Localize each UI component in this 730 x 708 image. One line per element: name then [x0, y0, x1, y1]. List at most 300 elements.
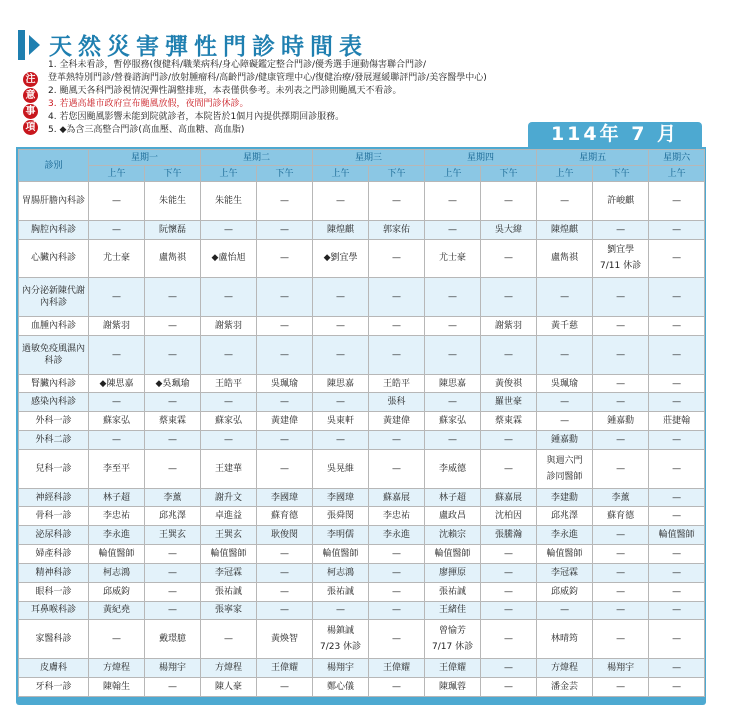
doctor-cell: —: [649, 335, 705, 374]
dept-cell: 骨科一診: [19, 507, 89, 526]
table-row: [19, 563, 705, 582]
doctor-cell: —: [257, 563, 313, 582]
title-bar-mark: [18, 30, 25, 60]
doctor-cell: 吳大緯: [481, 220, 537, 239]
doctor-cell: —: [145, 393, 201, 412]
session-header: 上午: [537, 166, 593, 182]
doctor-cell: 鍾嘉勳: [593, 412, 649, 431]
doctor-cell: ◆劉宜學: [313, 239, 369, 278]
doctor-cell: —: [257, 677, 313, 696]
table-row: [19, 620, 705, 659]
table-row: [19, 412, 705, 431]
table-row: [19, 335, 705, 374]
doctor-cell: 陳思嘉: [425, 374, 481, 393]
doctor-cell: —: [481, 182, 537, 221]
doctor-cell: 鄭心儀: [313, 677, 369, 696]
doctor-cell: —: [593, 374, 649, 393]
dept-cell: 外科二診: [19, 431, 89, 450]
doctor-cell: —: [481, 335, 537, 374]
doctor-cell: —: [481, 449, 537, 488]
doctor-cell: [593, 239, 649, 278]
note-line: 3. 若遇高雄市政府宣布颱風放假，夜間門診休診。: [48, 99, 249, 109]
doctor-cell: —: [537, 393, 593, 412]
doctor-cell: [425, 620, 481, 659]
doctor-cell: —: [593, 563, 649, 582]
doctor-cell: —: [481, 620, 537, 659]
table-row: [19, 582, 705, 601]
doctor-cell: 李忠祐: [89, 507, 145, 526]
table-row: [19, 393, 705, 412]
doctor-cell: 陳煌麒: [313, 220, 369, 239]
doctor-cell: —: [257, 601, 313, 620]
doctor-cell: —: [257, 182, 313, 221]
doctor-cell: —: [89, 182, 145, 221]
doctor-cell: —: [481, 601, 537, 620]
dept-cell: 過敏免疫風濕內科診: [19, 335, 89, 374]
doctor-cell: 耿俊閔: [257, 526, 313, 545]
session-header: 下午: [145, 166, 201, 182]
dept-cell: 牙科一診: [19, 677, 89, 696]
table-row: [19, 449, 705, 488]
doctor-cell: 張祐誠: [425, 582, 481, 601]
note-line: 2. 颱風天各科門診視情況彈性調整排班，本表僅供參考。未列表之門診則颱風天不看診。: [48, 86, 402, 96]
doctor-cell: 方煒程: [89, 659, 145, 678]
doctor-cell: 尤士豪: [89, 239, 145, 278]
doctor-cell-line: 7/11 休診: [600, 261, 642, 272]
dept-cell: 皮膚科: [19, 659, 89, 678]
doctor-cell: —: [537, 601, 593, 620]
doctor-cell: —: [313, 393, 369, 412]
doctor-cell: 黃千慈: [537, 317, 593, 336]
doctor-cell: —: [649, 239, 705, 278]
doctor-cell: 李明儒: [313, 526, 369, 545]
doctor-cell: —: [537, 412, 593, 431]
doctor-cell: 郭家佑: [369, 220, 425, 239]
table-row: [19, 601, 705, 620]
doctor-cell: 方煒程: [537, 659, 593, 678]
sessions-header-row: [19, 166, 705, 182]
doctor-cell: —: [593, 601, 649, 620]
doctor-cell: —: [145, 563, 201, 582]
table-row: [19, 220, 705, 239]
table-row: [19, 526, 705, 545]
doctor-cell: 輪值醫師: [537, 545, 593, 564]
table-row: [19, 545, 705, 564]
dept-cell: 耳鼻喉科診: [19, 601, 89, 620]
doctor-cell: —: [425, 278, 481, 317]
doctor-cell: 阮懷磊: [145, 220, 201, 239]
doctor-cell: —: [593, 620, 649, 659]
session-header: 上午: [649, 166, 705, 182]
doctor-cell: 李冠霖: [537, 563, 593, 582]
doctor-cell: —: [89, 220, 145, 239]
doctor-cell: 張祐誠: [201, 582, 257, 601]
dept-cell: 胃腸肝膽內科診: [19, 182, 89, 221]
doctor-cell: 吳東軒: [313, 412, 369, 431]
session-header: 上午: [89, 166, 145, 182]
doctor-cell: —: [425, 220, 481, 239]
doctor-cell: 王偉耀: [425, 659, 481, 678]
doctor-cell: —: [369, 239, 425, 278]
doctor-cell: 沈柏因: [481, 507, 537, 526]
doctor-cell: 輪值醫師: [649, 526, 705, 545]
doctor-cell: —: [89, 431, 145, 450]
dept-cell: 外科一診: [19, 412, 89, 431]
table-row: [19, 317, 705, 336]
doctor-cell: —: [649, 393, 705, 412]
doctor-cell: —: [425, 393, 481, 412]
days-header-row: [19, 150, 705, 166]
note-line: 1. 全科未看診，暫停服務(復健科/職業病科/身心障礙鑑定整合門診/優秀選手運動傷害聯合門診/: [48, 60, 427, 70]
doctor-cell: —: [313, 335, 369, 374]
month-banner: 114年 7 月: [528, 122, 702, 147]
doctor-cell: —: [369, 582, 425, 601]
doctor-cell: 蘇育德: [593, 507, 649, 526]
dept-header: 診別: [19, 150, 89, 182]
doctor-cell: —: [313, 278, 369, 317]
session-header: 上午: [425, 166, 481, 182]
doctor-cell: 黃紀堯: [89, 601, 145, 620]
dept-cell: 眼科一診: [19, 582, 89, 601]
doctor-cell: —: [201, 393, 257, 412]
doctor-cell: 柯志鴻: [89, 563, 145, 582]
table-row: [19, 507, 705, 526]
doctor-cell: —: [145, 601, 201, 620]
doctor-cell: 黃煥智: [257, 620, 313, 659]
doctor-cell: 陳思嘉: [313, 374, 369, 393]
doctor-cell-line: 與週六門: [546, 455, 583, 466]
doctor-cell: 王皓平: [201, 374, 257, 393]
doctor-cell: —: [649, 582, 705, 601]
doctor-cell: —: [649, 220, 705, 239]
title-arrow-icon: [29, 35, 40, 55]
note-line: 5. ◆為含三高整合門診(高血壓、高血糖、高血脂): [48, 125, 245, 135]
doctor-cell: —: [537, 335, 593, 374]
doctor-cell: 李建勳: [537, 488, 593, 507]
doctor-cell: —: [481, 582, 537, 601]
doctor-cell: 吳珮瑜: [257, 374, 313, 393]
table-row: [19, 659, 705, 678]
session-header: 上午: [313, 166, 369, 182]
doctor-cell: 林子超: [89, 488, 145, 507]
doctor-cell: 輪值醫師: [89, 545, 145, 564]
doctor-cell: —: [257, 335, 313, 374]
doctor-cell: —: [145, 317, 201, 336]
doctor-cell-line: 劉宜學: [607, 245, 635, 256]
doctor-cell: —: [257, 449, 313, 488]
doctor-cell: —: [89, 620, 145, 659]
session-header: 下午: [593, 166, 649, 182]
doctor-cell: 朱能生: [145, 182, 201, 221]
doctor-cell: —: [649, 545, 705, 564]
doctor-cell: —: [257, 431, 313, 450]
doctor-cell: 輪值醫師: [425, 545, 481, 564]
doctor-cell: 盧雋祺: [145, 239, 201, 278]
day-header: 星期五: [537, 150, 649, 166]
doctor-cell: 李永進: [89, 526, 145, 545]
doctor-cell: —: [649, 449, 705, 488]
doctor-cell: 邱兆澤: [145, 507, 201, 526]
doctor-cell: —: [257, 393, 313, 412]
doctor-cell: 尤士豪: [425, 239, 481, 278]
table-row: [19, 239, 705, 278]
dept-cell: 血腫內科診: [19, 317, 89, 336]
doctor-cell: 蘇家弘: [89, 412, 145, 431]
doctor-cell: —: [201, 278, 257, 317]
table-row: [19, 488, 705, 507]
doctor-cell: —: [593, 431, 649, 450]
doctor-cell: —: [369, 545, 425, 564]
doctor-cell: —: [481, 659, 537, 678]
doctor-cell: —: [425, 317, 481, 336]
doctor-cell: 張科: [369, 393, 425, 412]
doctor-cell: —: [649, 601, 705, 620]
doctor-cell: 陳翰生: [89, 677, 145, 696]
doctor-cell: 楊翔宇: [145, 659, 201, 678]
doctor-cell: 廖揮原: [425, 563, 481, 582]
table-row: [19, 677, 705, 696]
notes-label: [23, 72, 39, 136]
doctor-cell: —: [369, 563, 425, 582]
dept-cell: 內分泌新陳代謝內科診: [19, 278, 89, 317]
doctor-cell: —: [145, 677, 201, 696]
doctor-cell: —: [257, 317, 313, 336]
doctor-cell: 王巽玄: [145, 526, 201, 545]
doctor-cell: 卓進益: [201, 507, 257, 526]
notes-label-char: 意: [23, 88, 38, 103]
doctor-cell: 潘金芸: [537, 677, 593, 696]
doctor-cell: —: [145, 335, 201, 374]
notes-label-char: 項: [23, 120, 38, 135]
doctor-cell: —: [649, 507, 705, 526]
doctor-cell: —: [537, 278, 593, 317]
day-header: 星期二: [201, 150, 313, 166]
doctor-cell: 蔡東霖: [481, 412, 537, 431]
doctor-cell: —: [649, 431, 705, 450]
table-row: [19, 278, 705, 317]
doctor-cell: —: [369, 449, 425, 488]
doctor-cell: —: [201, 620, 257, 659]
doctor-cell: 張舜閔: [313, 507, 369, 526]
doctor-cell: 張騰瀚: [481, 526, 537, 545]
dept-cell: 感染內科診: [19, 393, 89, 412]
schedule-frame-bottom: [16, 699, 706, 705]
doctor-cell: —: [481, 677, 537, 696]
doctor-cell: —: [369, 677, 425, 696]
doctor-cell: —: [145, 582, 201, 601]
doctor-cell: —: [89, 393, 145, 412]
doctor-cell: 鍾嘉勳: [537, 431, 593, 450]
doctor-cell: 黃俊祺: [481, 374, 537, 393]
doctor-cell: 戴璟臆: [145, 620, 201, 659]
doctor-cell: —: [257, 239, 313, 278]
doctor-cell: —: [593, 526, 649, 545]
doctor-cell-line: 曾愉芳: [439, 626, 467, 637]
doctor-cell: —: [649, 317, 705, 336]
doctor-cell: [313, 620, 369, 659]
session-header: 下午: [369, 166, 425, 182]
doctor-cell: 蘇嘉展: [481, 488, 537, 507]
doctor-cell-line: 7/23 休診: [319, 642, 362, 653]
doctor-cell: —: [593, 317, 649, 336]
doctor-cell-line: 診同醫師: [546, 471, 583, 482]
doctor-cell: 謝升文: [201, 488, 257, 507]
day-header: 星期六: [649, 150, 705, 166]
doctor-cell: 蘇嘉展: [369, 488, 425, 507]
dept-cell: 心臟內科診: [19, 239, 89, 278]
doctor-cell: —: [369, 620, 425, 659]
doctor-cell: —: [649, 659, 705, 678]
doctor-cell: —: [649, 278, 705, 317]
doctor-cell: 李薰: [593, 488, 649, 507]
doctor-cell: —: [593, 677, 649, 696]
doctor-cell: 柯志鴻: [313, 563, 369, 582]
doctor-cell: 黃建偉: [369, 412, 425, 431]
doctor-cell: 李永進: [537, 526, 593, 545]
doctor-cell: 王緒佳: [425, 601, 481, 620]
day-header: 星期四: [425, 150, 537, 166]
doctor-cell: —: [201, 220, 257, 239]
doctor-cell: —: [425, 431, 481, 450]
dept-cell: 泌尿科診: [19, 526, 89, 545]
doctor-cell: 蘇育德: [257, 507, 313, 526]
doctor-cell: 李國瑋: [313, 488, 369, 507]
dept-cell: 婦產科診: [19, 545, 89, 564]
doctor-cell: 羅世豪: [481, 393, 537, 412]
doctor-cell: 陳人豪: [201, 677, 257, 696]
doctor-cell: 許峻麒: [593, 182, 649, 221]
doctor-cell: 謝紫羽: [201, 317, 257, 336]
doctor-cell: —: [257, 278, 313, 317]
doctor-cell: —: [313, 317, 369, 336]
doctor-cell: 黃建偉: [257, 412, 313, 431]
doctor-cell: ◆陳思嘉: [89, 374, 145, 393]
doctor-cell: 輪值醫師: [313, 545, 369, 564]
doctor-cell: —: [369, 278, 425, 317]
doctor-cell: 謝紫羽: [89, 317, 145, 336]
doctor-cell: 張寧家: [201, 601, 257, 620]
doctor-cell: —: [649, 374, 705, 393]
doctor-cell: 王皓平: [369, 374, 425, 393]
title-bar: [18, 28, 368, 61]
doctor-cell: —: [257, 582, 313, 601]
doctor-cell: —: [257, 220, 313, 239]
doctor-cell: 陳煌麒: [537, 220, 593, 239]
doctor-cell: —: [593, 582, 649, 601]
doctor-cell: —: [89, 278, 145, 317]
doctor-cell: 吳珮瑜: [537, 374, 593, 393]
doctor-cell: 沈賴宗: [425, 526, 481, 545]
doctor-cell: —: [537, 182, 593, 221]
notes-label-char: 事: [23, 104, 38, 119]
doctor-cell: —: [481, 563, 537, 582]
doctor-cell: —: [593, 220, 649, 239]
day-header: 星期三: [313, 150, 425, 166]
doctor-cell: 吳晃維: [313, 449, 369, 488]
doctor-cell: —: [649, 620, 705, 659]
doctor-cell: —: [481, 239, 537, 278]
doctor-cell: —: [313, 601, 369, 620]
doctor-cell: —: [145, 431, 201, 450]
dept-cell: 家醫科診: [19, 620, 89, 659]
doctor-cell: —: [593, 335, 649, 374]
doctor-cell: —: [145, 545, 201, 564]
doctor-cell: 蘇家弘: [425, 412, 481, 431]
notes-label-char: 注: [23, 72, 38, 87]
doctor-cell: 陳珮蓉: [425, 677, 481, 696]
doctor-cell: —: [593, 449, 649, 488]
dept-cell: 精神科診: [19, 563, 89, 582]
doctor-cell: —: [257, 545, 313, 564]
doctor-cell: 方煒程: [201, 659, 257, 678]
doctor-cell-line: 7/17 休診: [432, 642, 474, 653]
doctor-cell-line: 楊鎮誠: [327, 626, 355, 637]
doctor-cell: 李威德: [425, 449, 481, 488]
doctor-cell: 謝紫羽: [481, 317, 537, 336]
doctor-cell: 張祐誠: [313, 582, 369, 601]
doctor-cell: 朱能生: [201, 182, 257, 221]
doctor-cell: 王建華: [201, 449, 257, 488]
doctor-cell: —: [369, 431, 425, 450]
doctor-cell: —: [313, 431, 369, 450]
doctor-cell: 李冠霖: [201, 563, 257, 582]
doctor-cell: 王偉耀: [257, 659, 313, 678]
page-title: 天然災害彈性門診時間表: [49, 34, 368, 60]
doctor-cell: 王偉耀: [369, 659, 425, 678]
doctor-cell: 林子超: [425, 488, 481, 507]
doctor-cell: —: [593, 545, 649, 564]
doctor-cell: —: [649, 563, 705, 582]
doctor-cell: 楊翔宇: [593, 659, 649, 678]
doctor-cell: —: [369, 182, 425, 221]
doctor-cell: 盧政昌: [425, 507, 481, 526]
doctor-cell: 李至平: [89, 449, 145, 488]
doctor-cell: —: [425, 182, 481, 221]
note-line: 登革熱特別門診/營養諮詢門診/放射腫瘤科/高齡門診/健康管理中心/復健治療/發展遲緩聯評門診/美容醫學中心): [48, 73, 487, 83]
doctor-cell: —: [201, 335, 257, 374]
doctor-cell: ◆吳珮瑜: [145, 374, 201, 393]
doctor-cell: —: [425, 335, 481, 374]
doctor-cell: —: [201, 431, 257, 450]
doctor-cell: —: [89, 335, 145, 374]
day-header: 星期一: [89, 150, 201, 166]
doctor-cell: [537, 449, 593, 488]
schedule-table: [18, 149, 705, 697]
doctor-cell: 盧雋祺: [537, 239, 593, 278]
doctor-cell: —: [145, 278, 201, 317]
table-row: [19, 182, 705, 221]
doctor-cell: 輪值醫師: [201, 545, 257, 564]
doctor-cell: —: [649, 488, 705, 507]
session-header: 上午: [201, 166, 257, 182]
doctor-cell: —: [145, 449, 201, 488]
note-line: 4. 若您因颱風影響未能到院就診者，本院皆於1個月內提供擇期回診服務。: [48, 112, 345, 122]
doctor-cell: —: [593, 278, 649, 317]
doctor-cell: 邱威鈞: [537, 582, 593, 601]
doctor-cell: 林晴筠: [537, 620, 593, 659]
doctor-cell: —: [649, 677, 705, 696]
doctor-cell: 蘇家弘: [201, 412, 257, 431]
doctor-cell: —: [593, 393, 649, 412]
doctor-cell: —: [369, 335, 425, 374]
dept-cell: 神經科診: [19, 488, 89, 507]
doctor-cell: 邱兆澤: [537, 507, 593, 526]
doctor-cell: 莊捷翰: [649, 412, 705, 431]
dept-cell: 腎臟內科診: [19, 374, 89, 393]
doctor-cell: 李忠祐: [369, 507, 425, 526]
doctor-cell: —: [481, 431, 537, 450]
session-header: 下午: [257, 166, 313, 182]
